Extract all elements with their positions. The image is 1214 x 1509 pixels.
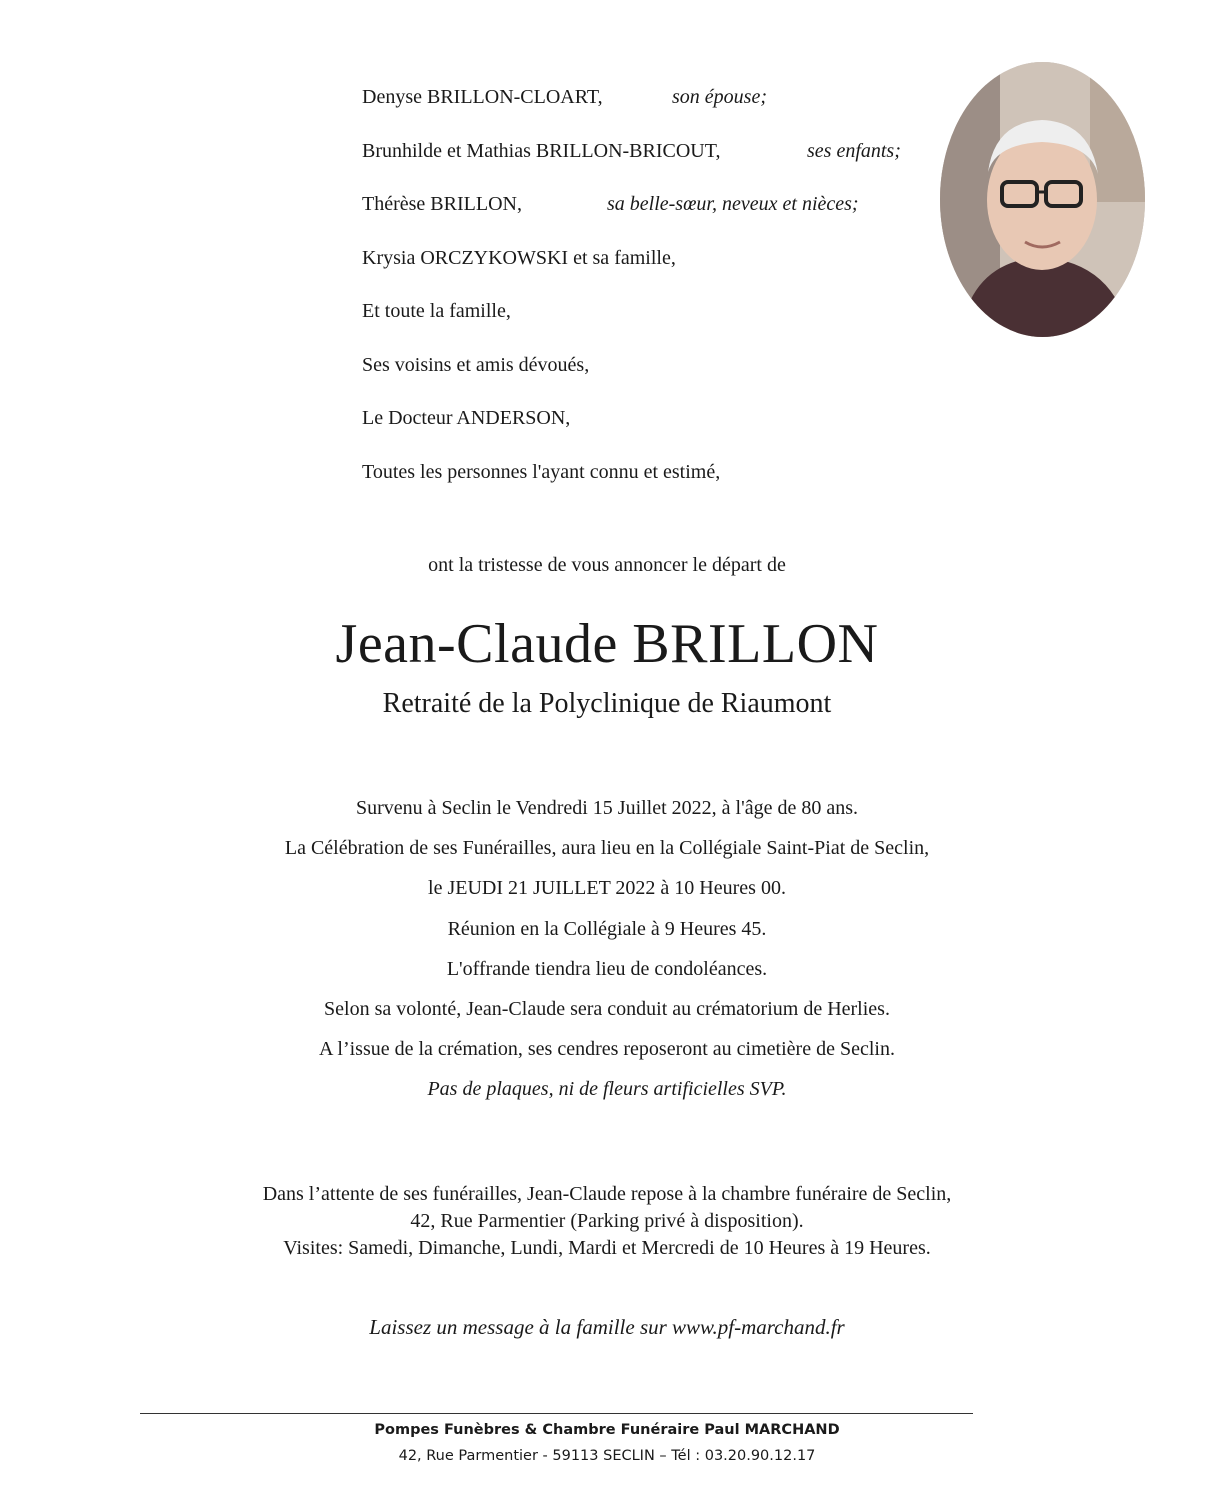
family-name: Brunhilde et Mathias BRILLON-BRICOUT,	[362, 139, 721, 162]
footer-title: Pompes Funèbres & Chambre Funéraire Paul MARCHAND	[374, 1422, 840, 1438]
announcement: ont la tristesse de vous annoncer le départ de	[428, 554, 786, 576]
detail-line: Selon sa volonté, Jean-Claude sera conduit au crématorium de Herlies.	[324, 997, 890, 1020]
message-invitation: Laissez un message à la famille sur www.pf-marchand.fr	[369, 1315, 845, 1339]
family-line	[362, 139, 901, 194]
funeral-details	[0, 797, 1214, 1119]
visitation-info	[0, 1181, 1214, 1262]
family-line	[362, 461, 720, 515]
portrait-illustration	[940, 62, 1145, 337]
visitation-line: Dans l’attente de ses funérailles, Jean-Claude repose à la chambre funéraire de Seclin,	[262, 1183, 952, 1205]
family-line	[362, 300, 720, 354]
family-line	[362, 407, 720, 461]
family-name: Denyse BRILLON-CLOART,	[362, 86, 603, 108]
family-relation: sa belle-sœur, neveux et nièces;	[607, 193, 859, 215]
family-line	[362, 354, 720, 408]
detail-line: A l’issue de la crémation, ses cendres reposeront au cimetière de Seclin.	[319, 1038, 895, 1061]
footer-divider	[140, 1413, 973, 1414]
family-name: Le Docteur ANDERSON,	[362, 407, 571, 429]
detail-line: Pas de plaques, ni de fleurs artificielles SVP.	[427, 1078, 787, 1101]
portrait-photo	[940, 62, 1145, 337]
family-relation: ses enfants;	[807, 139, 901, 162]
family-line	[362, 86, 767, 140]
visitation-line: 42, Rue Parmentier (Parking privé à disposition).	[410, 1210, 804, 1232]
footer-address: 42, Rue Parmentier - 59113 SECLIN – Tél : 03.20.90.12.17	[398, 1448, 816, 1464]
family-name: Thérèse BRILLON,	[362, 193, 522, 215]
family-name: Krysia ORCZYKOWSKI et sa famille,	[362, 246, 676, 269]
family-name: Toutes les personnes l'ayant connu et estimé,	[362, 460, 721, 483]
detail-line: La Célébration de ses Funérailles, aura lieu en la Collégiale Saint-Piat de Seclin,	[284, 837, 930, 860]
detail-line: L'offrande tiendra lieu de condoléances.	[446, 957, 768, 980]
deceased-subtitle: Retraité de la Polyclinique de Riaumont	[382, 688, 832, 719]
family-relation: son épouse;	[672, 86, 767, 108]
family-list	[362, 86, 901, 514]
family-name: Ses voisins et amis dévoués,	[362, 353, 590, 376]
family-line	[362, 247, 720, 301]
visitation-line: Visites: Samedi, Dimanche, Lundi, Mardi et Mercredi de 10 Heures à 19 Heures.	[283, 1237, 931, 1259]
detail-line: Réunion en la Collégiale à 9 Heures 45.	[447, 917, 767, 940]
detail-line: Survenu à Seclin le Vendredi 15 Juillet 2022, à l'âge de 80 ans.	[355, 797, 858, 819]
detail-line: le JEUDI 21 JUILLET 2022 à 10 Heures 00.	[428, 877, 786, 900]
family-line	[362, 193, 859, 247]
family-name: Et toute la famille,	[362, 300, 511, 322]
deceased-name: Jean-Claude BRILLON	[335, 613, 879, 675]
